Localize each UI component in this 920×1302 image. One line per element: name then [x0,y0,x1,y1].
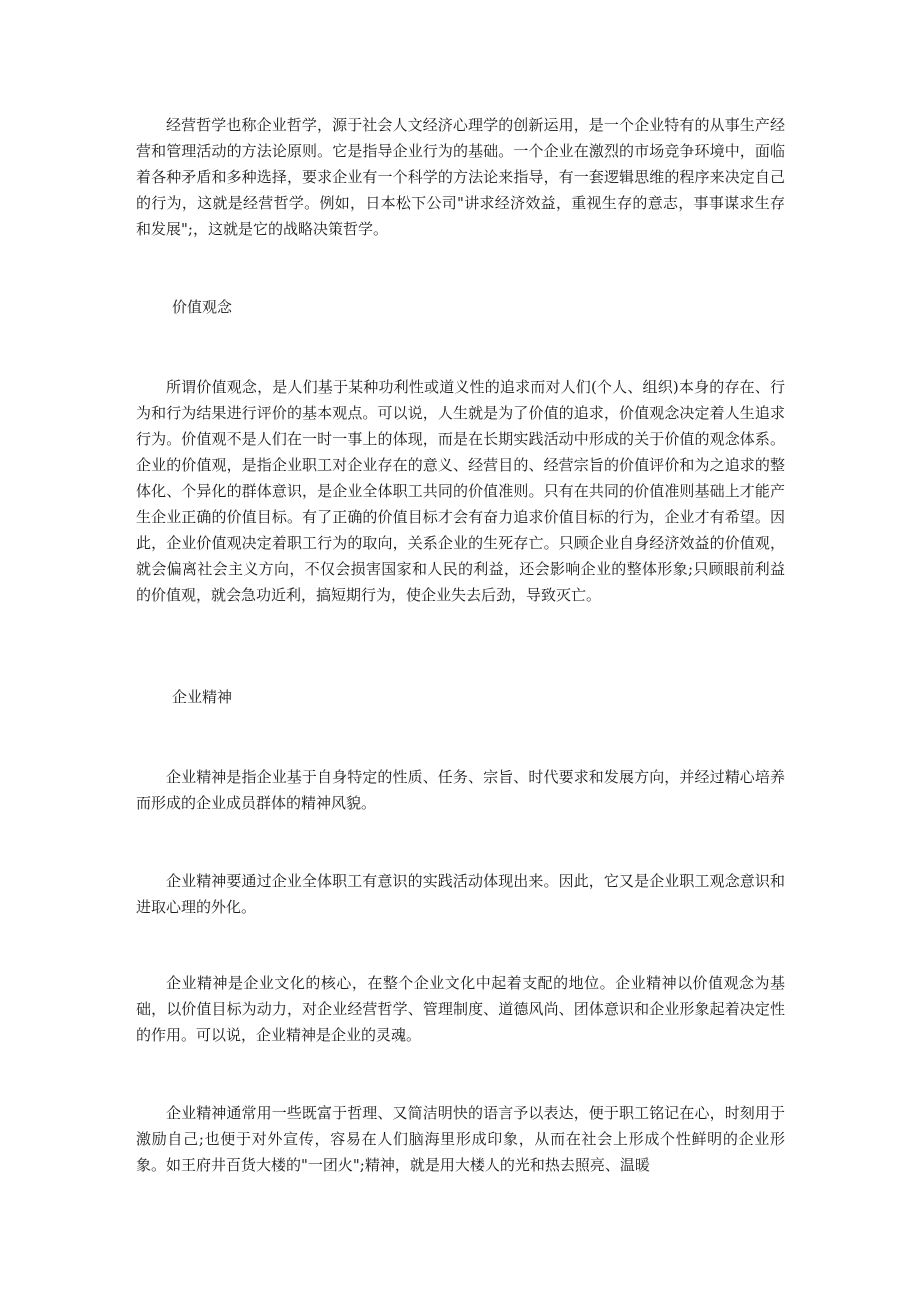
paragraph-business-philosophy: 经营哲学也称企业哲学，源于社会人文经济心理学的创新运用，是一个企业特有的从事生产经营和管理活动的方法论原则。它是指导企业行为的基础。一个企业在激烈的市场竞争环境中，面临着各种矛盾和多种选择，要求企业有一个科学的方法论来指导，有一套逻辑思维的程序来决定自己的行为，这就是经营哲学。例如，日本松下公司"讲求经济效益，重视生存的意志，事事谋求生存和发展";，这就是它的战略决策哲学。 [136,116,785,238]
heading-enterprise-spirit: 企业精神 [172,688,233,706]
paragraph-spirit-practice: 企业精神要通过企业全体职工有意识的实践活动体现出来。因此，它又是企业职工观念意识和进取心理的外化。 [136,872,785,916]
heading-value-concept: 价值观念 [172,298,233,316]
paragraph-value-concept: 所谓价值观念，是人们基于某种功利性或道义性的追求而对人们(个人、组织)本身的存在、行为和行为结果进行评价的基本观点。可以说，人生就是为了价值的追求，价值观念决定着人生追求行为。价值观不是人们在一时一事上的体现，而是在长期实践活动中形成的关于价值的观念体系。企业的价值观，是指企业职工对企业存在的意义、经营目的、经营宗旨的价值评价和为之追求的整体化、个异化的群体意识，是企业全体职工共同的价值准则。只有在共同的价值准则基础上才能产生企业正确的价值目标。有了正确的价值目标才会有奋力追求价值目标的行为，企业才有希望。因此，企业价值观决定着职工行为的取向，关系企业的生死存亡。只顾企业自身经济效益的价值观，就会偏离社会主义方向，不仅会损害国家和人民的利益，还会影响企业的整体形象;只顾眼前利益的价值观，就会急功近利，搞短期行为，使企业失去后劲，导致灭亡。 [136,378,785,604]
paragraph-spirit-core: 企业精神是企业文化的核心，在整个企业文化中起着支配的地位。企业精神以价值观念为基础，以价值目标为动力，对企业经营哲学、管理制度、道德风尚、团体意识和企业形象起着决定性的作用。可以说，企业精神是企业的灵魂。 [136,974,785,1044]
paragraph-spirit-expression: 企业精神通常用一些既富于哲理、又简洁明快的语言予以表达，便于职工铭记在心，时刻用于激励自己;也便于对外宣传，容易在人们脑海里形成印象，从而在社会上形成个性鲜明的企业形象。如王府井百货大楼的"一团火";精神，就是用大楼人的光和热去照亮、温暖 [136,1104,785,1174]
paragraph-spirit-definition: 企业精神是指企业基于自身特定的性质、任务、宗旨、时代要求和发展方向，并经过精心培养而形成的企业成员群体的精神风貌。 [136,768,785,812]
